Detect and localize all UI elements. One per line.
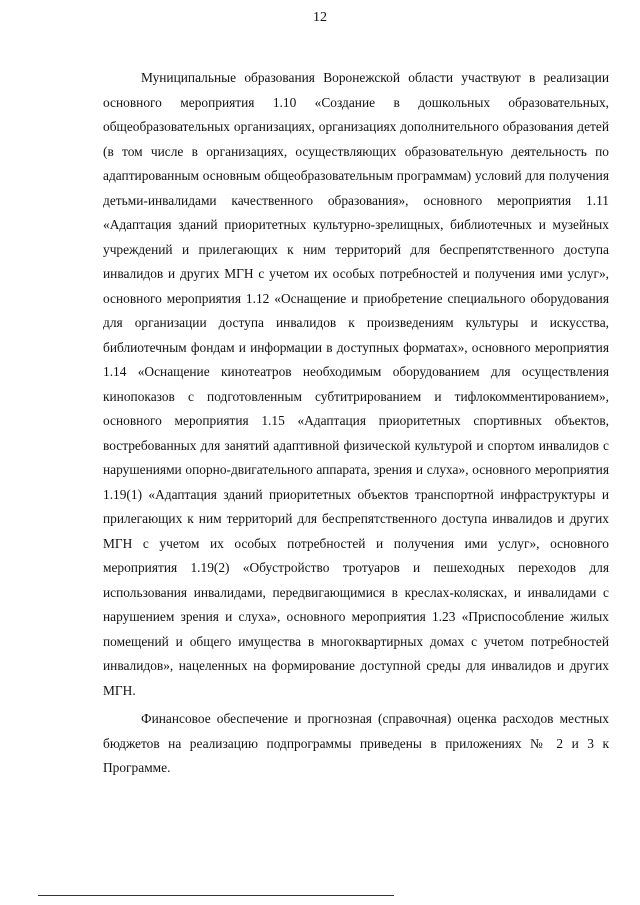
paragraph-financing: Финансовое обеспечение и прогнозная (справочная) оценка расходов местных бюджетов на реализацию подпрограммы приведены в приложениях № 2 и 3 к Программе. (103, 711, 609, 775)
body-text (103, 66, 609, 781)
footer-rule (38, 895, 394, 896)
page-number: 12 (313, 10, 327, 25)
paragraph-municipal-participation: Муниципальные образования Воронежской области участвуют в реализации основного мероприятия 1.10 «Создание в дошкольных образовательных, общеобразовательных организациях, организациях дополнительного образования детей (в том числе в организациях, осуществляющих образовательную деятельность по адаптированным основным общеобразовательным программам) условий для получения детьми-инвалидами качественного образования», основного мероприятия 1.11 «Адаптация зданий приоритетных культурно-зрелищных, библиотечных и музейных учреждений и прилегающих к ним территорий для беспрепятственного доступа инвалидов и других МГН с учетом их особых потребностей и получения ими услуг», основного мероприятия 1.12 «Оснащение и приобретение специального оборудования для организации доступа инвалидов к произведениям культуры и искусства, библиотечным фондам и информации в доступных форматах», основного мероприятия 1.14 «Оснащение кинотеатров необходимым оборудованием для осуществления кинопоказов с подготовленным субтитрированием и тифлокомментированием», основного мероприятия 1.15 «Адаптация приоритетных спортивных объектов, востребованных для занятий адаптивной физической культурой и спортом инвалидов с нарушениями опорно-двигательного аппарата, зрения и слуха», основного мероприятия 1.19(1) «Адаптация зданий приоритетных объектов транспортной инфраструктуры и прилегающих к ним территорий для беспрепятственного доступа инвалидов и других МГН с учетом их особых потребностей и получения ими услуг», основного мероприятия 1.19(2) «Обустройство тротуаров и пешеходных переходов для использования инвалидами, передвигающимися в креслах-колясках, и инвалидами с нарушением зрения и слуха», основного мероприятия 1.23 «Приспособление жилых помещений и общего имущества в многоквартирных домах с учетом потребностей инвалидов», нацеленных на формирование доступной среды для инвалидов и других МГН. (103, 70, 609, 698)
